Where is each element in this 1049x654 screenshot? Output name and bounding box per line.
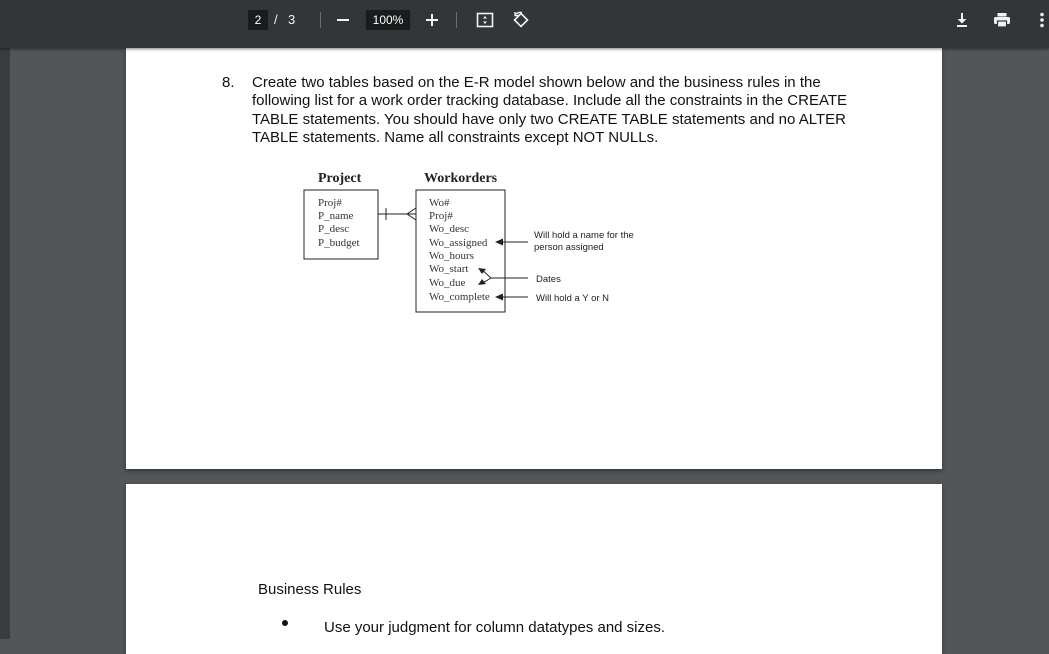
more-vert-icon	[1039, 12, 1045, 28]
pdf-page	[126, 484, 942, 654]
side-panel-edge	[0, 48, 10, 639]
zoom-in-button[interactable]	[420, 8, 444, 32]
pdf-page	[126, 48, 942, 469]
toolbar-divider	[456, 12, 457, 28]
minus-icon	[336, 13, 350, 27]
zoom-out-button[interactable]	[331, 8, 355, 32]
fit-page-button[interactable]	[473, 8, 497, 32]
business-rules-heading: Business Rules	[258, 581, 362, 598]
download-icon	[954, 12, 970, 28]
pdf-toolbar	[0, 0, 1049, 48]
workorders-field: Wo_hours	[429, 250, 474, 262]
relationship-crow-foot	[407, 214, 416, 220]
workorders-field: Wo_assigned	[429, 237, 488, 249]
toolbar-divider	[320, 12, 321, 28]
page-separator: /	[274, 12, 278, 27]
project-field: Proj#	[318, 197, 342, 209]
workorders-field: Wo_due	[429, 277, 466, 289]
page-total: 3	[288, 12, 296, 27]
zoom-level-input[interactable]: 100%	[366, 10, 410, 30]
more-actions-button[interactable]	[1030, 8, 1049, 32]
rotate-icon	[512, 11, 530, 29]
relationship-crow-foot	[407, 208, 416, 214]
download-button[interactable]	[950, 8, 974, 32]
workorders-field: Wo_desc	[429, 223, 470, 235]
project-field: P_budget	[318, 237, 360, 249]
project-field: P_name	[318, 210, 354, 222]
fit-page-icon	[476, 11, 494, 29]
workorders-title: Workorders	[424, 171, 498, 186]
workorders-field: Proj#	[429, 210, 453, 222]
question-number: 8.	[222, 74, 235, 91]
business-rule-item: Use your judgment for column datatypes and sizes.	[324, 619, 666, 636]
project-title: Project	[318, 171, 362, 186]
print-icon	[993, 12, 1011, 28]
assigned-annotation: Will hold a name for the	[534, 230, 634, 241]
page-number-input[interactable]: 2	[248, 10, 268, 30]
print-button[interactable]	[990, 8, 1014, 32]
workorders-field: Wo_start	[429, 263, 469, 275]
plus-icon	[425, 13, 439, 27]
assigned-annotation: person assigned	[534, 242, 604, 253]
question-text: Create two tables based on the E-R model shown below and the business rules in the following list for a work order tracking database. Include all the constraints in the CREATE TABLE statements. You should have only two CREATE TABLE statements and no ALTER TABLE statements. Name all constraints except NOT NULLs.	[252, 74, 848, 146]
bullet-icon	[282, 620, 288, 626]
project-field: P_desc	[318, 223, 350, 235]
complete-annotation: Will hold a Y or N	[536, 293, 610, 304]
workorders-field: Wo#	[429, 197, 450, 209]
workorders-field: Wo_complete	[429, 291, 490, 303]
dates-annotation: Dates	[536, 274, 561, 285]
rotate-button[interactable]	[509, 8, 533, 32]
er-diagram	[296, 166, 676, 326]
